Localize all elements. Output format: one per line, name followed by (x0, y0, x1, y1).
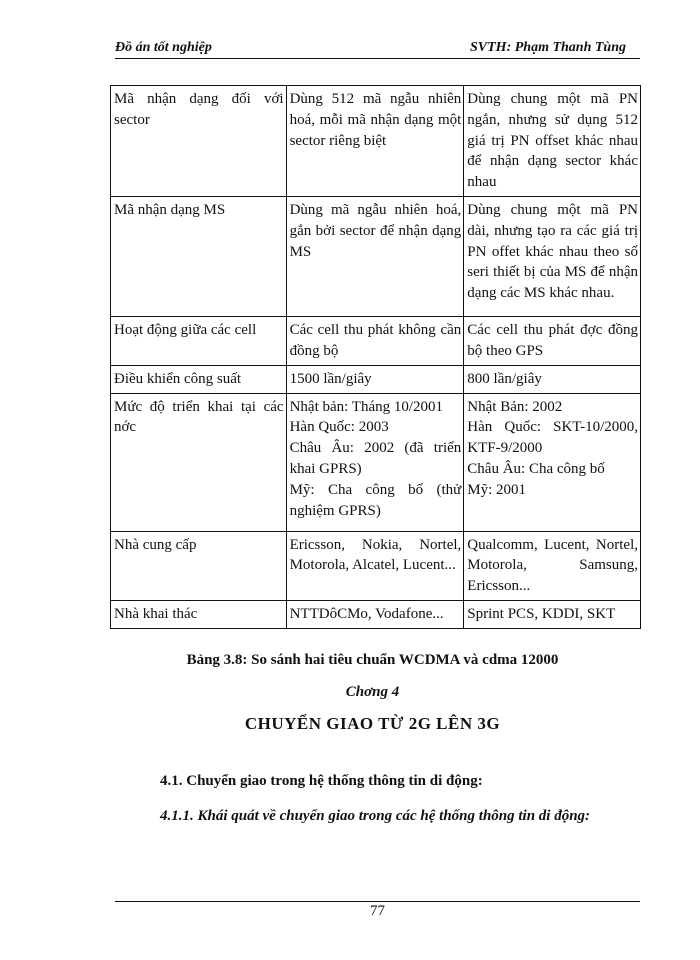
cell-text: Dùng mã ngẫu nhiên hoá, gắn bởi sector để nhận dạng MS (289, 201, 462, 260)
chapter-label: Chơng 4 (345, 684, 400, 700)
comparison-table (110, 85, 641, 629)
table-row (111, 600, 641, 628)
table-cell (286, 531, 464, 600)
cell-text: 1500 lần/giây (289, 370, 372, 387)
subsection-heading: 4.1.1. Khái quát về chuyển giao trong các hệ thống thông tin di động: (160, 808, 591, 824)
cell-text: Châu Âu: Cha công bố (467, 460, 605, 477)
table-body (111, 86, 641, 629)
table-cell (464, 86, 641, 197)
table-cell (111, 86, 287, 197)
table-row (111, 393, 641, 531)
chapter-title: CHUYỂN GIAO TỪ 2G LÊN 3G (244, 714, 501, 733)
cell-text: Dùng chung một mã PN dài, nhưng tạo ra các giá trị PN offet khác nhau theo số seri thiết bị của MS để nhận dạng các MS khác nhau. (467, 201, 638, 302)
cell-text: Mã nhận dạng MS (114, 201, 226, 218)
header-right: SVTH: Phạm Thanh Tùng (470, 40, 626, 55)
cell-text: Mỹ: Cha công bố (thử nghiệm GPRS) (289, 481, 462, 519)
cell-text: Sprint PCS, KDDI, SKT (467, 605, 616, 622)
table-cell (464, 316, 641, 365)
cell-text: Nhật Bản: 2002 (467, 398, 563, 415)
cell-text: Các cell thu phát đợc đồng bộ theo GPS (467, 321, 638, 359)
page-header (115, 36, 640, 59)
cell-text: Mức độ triển khai tại các nớc (114, 398, 284, 436)
cell-text: Điều khiển công suất (114, 370, 242, 387)
table-cell (111, 393, 287, 531)
cell-text: Ericsson, Nokia, Nortel, Motorola, Alcatel, Lucent... (289, 536, 462, 574)
table-cell (286, 600, 464, 628)
table-row (111, 365, 641, 393)
table-cell (464, 196, 641, 316)
table-cell (464, 393, 641, 531)
cell-text: Hàn Quốc: SKT-10/2000, KTF-9/2000 (467, 419, 638, 457)
footer-rule (115, 901, 640, 902)
section-heading: 4.1. Chuyển giao trong hệ thống thông tin di động: (160, 773, 483, 789)
table-cell (111, 365, 287, 393)
table-cell (286, 196, 464, 316)
table-row (111, 531, 641, 600)
cell-text: Dùng chung một mã PN ngắn, nhưng sử dụng 512 giá trị PN offset khác nhau để nhận dạng sector khác nhau (467, 91, 638, 191)
cell-text: Qualcomm, Lucent, Nortel, Motorola, Samsung, Ericsson... (467, 536, 638, 595)
table-cell (111, 600, 287, 628)
cell-text: NTTDôCMo, Vodafone... (289, 605, 444, 622)
table-row (111, 316, 641, 365)
page-number: 77 (370, 903, 385, 919)
table-cell (286, 393, 464, 531)
cell-text: Hoạt động giữa các cell (114, 321, 257, 338)
cell-text: Nhật bản: Tháng 10/2001 (289, 398, 444, 415)
table-cell (286, 86, 464, 197)
table-cell (286, 365, 464, 393)
table-cell (111, 196, 287, 316)
cell-text: Châu Âu: 2002 (đã triển khai GPRS) (289, 440, 462, 477)
table-cell (464, 531, 641, 600)
cell-text: Mã nhận dạng đối với sector (114, 91, 284, 128)
table-row (111, 196, 641, 316)
table-cell (464, 365, 641, 393)
cell-text: Dùng 512 mã ngẫu nhiên hoá, mỗi mã nhận dạng một sector riêng biệt (289, 91, 462, 149)
cell-text: Hàn Quốc: 2003 (289, 419, 389, 436)
header-left: Đồ án tốt nghiệp (115, 40, 212, 55)
table-cell (111, 316, 287, 365)
table-cell (111, 531, 287, 600)
cell-text: Mỹ: 2001 (467, 481, 527, 498)
cell-text: Nhà khai thác (114, 605, 198, 622)
table-cell (464, 600, 641, 628)
cell-text: 800 lần/giây (467, 370, 542, 387)
table-cell (286, 316, 464, 365)
table-caption: Bảng 3.8: So sánh hai tiêu chuẩn WCDMA và cdma 12000 (186, 652, 559, 668)
cell-text: Các cell thu phát không cần đồng bộ (289, 321, 462, 359)
cell-text: Nhà cung cấp (114, 536, 197, 553)
table-row (111, 86, 641, 197)
